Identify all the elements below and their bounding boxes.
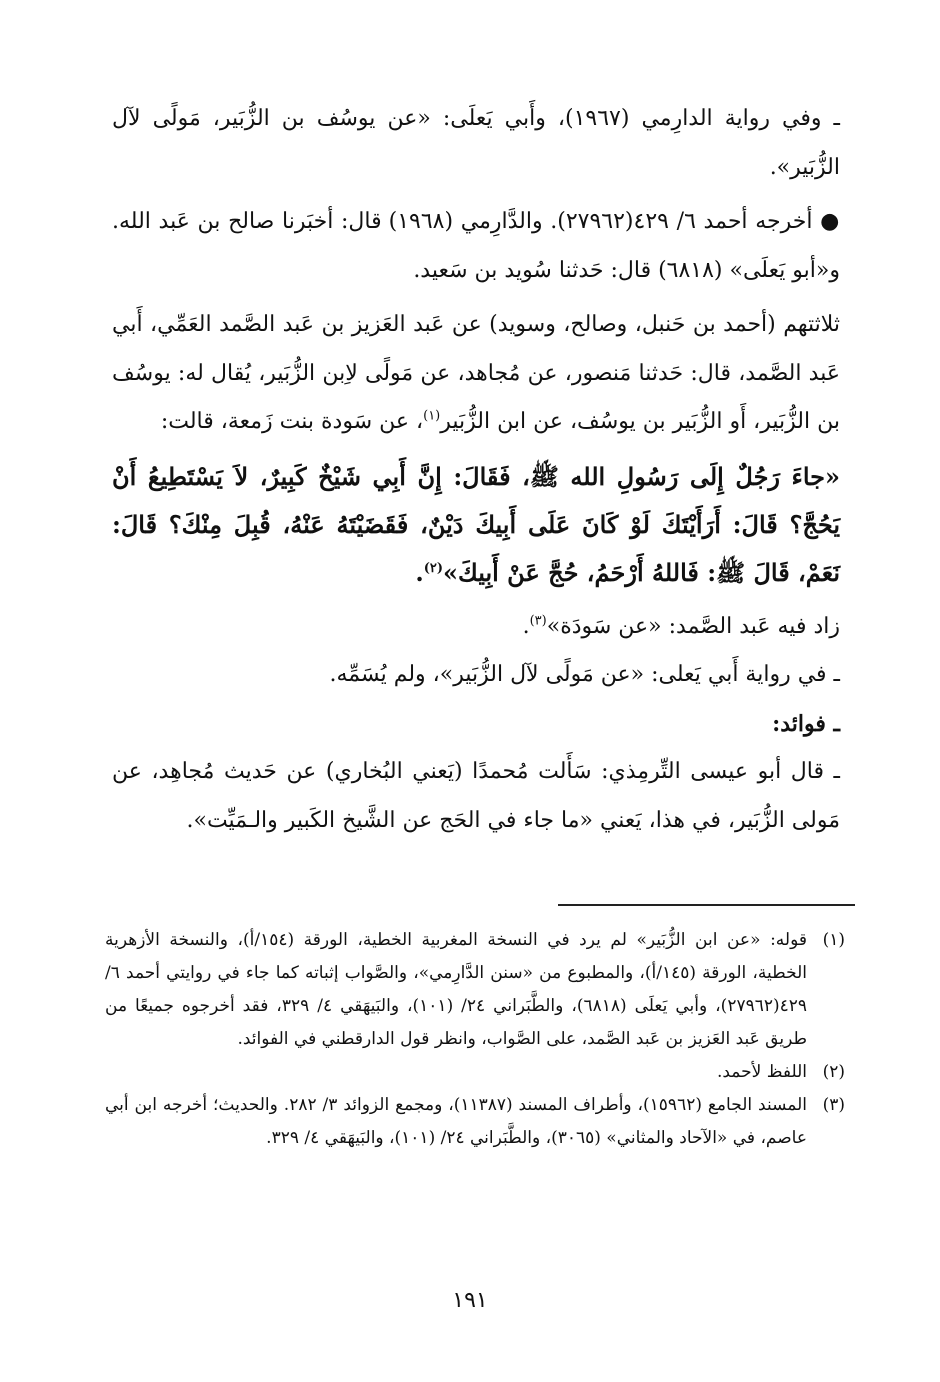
paragraph-isnad bbox=[112, 301, 840, 447]
footnote-1 bbox=[105, 924, 845, 1056]
hadith-text: «جاءَ رَجُلٌ إِلَى رَسُولِ الله ﷺ، فَقَالَ: إِنَّ أَبِي شَيْخٌ كَبِيرٌ، لاَ يَسْتَطِيعُ أَنْ يَحُجَّ؟ قَالَ: أَرَأَيْتَكَ لَوْ كَانَ عَلَى أَبِيكَ دَيْنٌ، فَقَضَيْتَهُ عَنْهُ، قُبِلَ مِنْكَ؟ قَالَ: نَعَمْ، قَالَ ﷺ: فَاللهُ أَرْحَمُ، حُجَّ عَنْ أَبِيكَ» bbox=[112, 461, 840, 587]
footnotes bbox=[105, 924, 845, 1155]
page-number: ١٩١ bbox=[452, 1288, 488, 1313]
main-text bbox=[112, 95, 840, 851]
isnad-text-before: ثلاثتهم (أحمد بن حَنبل، وصالح، وسويد) عن عَبد العَزيز بن عَبد الصَّمد العَمِّي، أَبي عَبد الصَّمد، قال: حَدثنا مَنصور، عن مُجاهد، عن مَولًى لاِبن الزُّبَير، يُقال له: يوسُف بن الزُّبَير، أَو الزُّبَير بن يوسُف، عن ابن الزُّبَير bbox=[112, 312, 840, 434]
footnote-number: (٢) bbox=[822, 1062, 845, 1082]
footnote-text: قوله: «عن ابن الزُّبَير» لم يرد في النسخة المغربية الخطية، الورقة (١٥٤/أ)، والنسخة الأزهرية الخطية، الورقة (١٤٥/أ)، والمطبوع من «سنن الدَّارِمي»، والصَّواب إثباته كما جاء في روايتي أحمد ٦/ ٤٢٩(٢٧٩٦٢)، وأبي يَعلَى (٦٨١٨)، والطَّبَراني ٢٤/ (١٠١)، والبَيهَقي ٤/ ٣٢٩، فقد أخرجوه جميعًا من طريق عَبد العَزيز بن عَبد الصَّمد، على الصَّواب، وانظر قول الدارقطني في الفوائد. bbox=[105, 930, 808, 1049]
paragraph-tirmidhi: ـ قال أبو عيسى التِّرمِذي: سَأَلت مُحمدًا (يَعني البُخاري) عن حَديث مُجاهِد، عن مَولى الزُّبَير، في هذا، يَعني «ما جاء في الحَج عن الشَّيخ الكَبير والـمَيِّت». bbox=[112, 759, 840, 833]
footnote-ref-3[interactable]: (٣) bbox=[529, 613, 547, 629]
paragraph-addition bbox=[112, 603, 840, 652]
addition-text: زاد فيه عَبد الصَّمد: «عن سَودَة» bbox=[546, 613, 840, 639]
footnote-2 bbox=[105, 1056, 845, 1089]
footnote-text: اللفظ لأحمد. bbox=[716, 1062, 807, 1082]
hadith-end: . bbox=[415, 557, 424, 587]
addition-end: . bbox=[522, 613, 530, 639]
paragraph-abu-yala-variant: ـ في رواية أَبي يَعلى: «عن مَولًى لآل الزُّبَير»، ولم يُسَمِّه. bbox=[329, 662, 840, 687]
section-heading-fawaid: ـ فوائد: bbox=[772, 710, 840, 737]
footnote-ref-1[interactable]: (١) bbox=[423, 408, 441, 424]
footnote-number: (١) bbox=[822, 930, 845, 950]
footnote-number: (٣) bbox=[822, 1095, 845, 1115]
paragraph-takhrij: ● أخرجه أحمد ٦/ ٤٢٩(٢٧٩٦٢). والدَّارِمي (١٩٦٨) قال: أخبَرنا صالح بن عَبد الله. و«أبو يَعلَى» (٦٨١٨) قال: حَدثنا سُويد بن سَعيد. bbox=[112, 209, 840, 283]
hadith-matn bbox=[112, 453, 840, 597]
isnad-text-after: ، عن سَودة بنت زَمعة، قالت: bbox=[160, 409, 424, 434]
footnote-3 bbox=[105, 1089, 845, 1155]
paragraph-dariimi-variant: ـ وفي رواية الدارِمي (١٩٦٧)، وأَبي يَعلَى: «عن يوسُف بن الزُّبَير، مَولًى لآل الزُّبَير». bbox=[112, 106, 840, 180]
footnote-separator bbox=[558, 904, 855, 906]
footnote-ref-2[interactable]: (٢) bbox=[423, 560, 443, 576]
footnote-text: المسند الجامع (١٥٩٦٢)، وأطراف المسند (١١٣٨٧)، ومجمع الزوائد ٣/ ٢٨٢. والحديث؛ أخرجه ابن أبي عاصم، في «الآحاد والمثاني» (٣٠٦٥)، والطَّبَراني ٢٤/ (١٠١)، والبَيهَقي ٤/ ٣٢٩. bbox=[105, 1095, 807, 1148]
